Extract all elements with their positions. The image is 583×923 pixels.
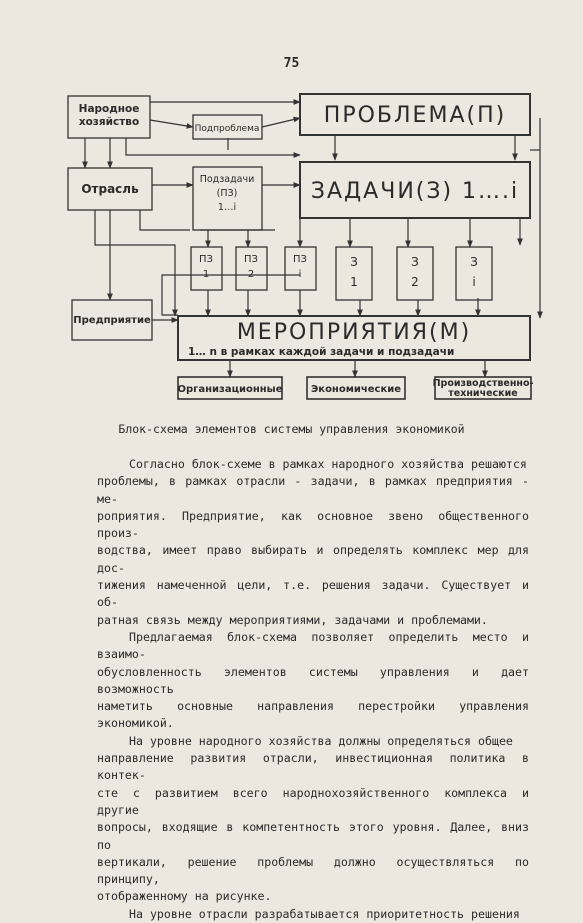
diagram-label-problema: ПРОБЛЕМА(П) (323, 103, 507, 128)
diagram-label-meropriyatiya-sub: 1… n в рамках каждой задачи и подзадачи (188, 346, 455, 358)
diagram-label-org: Организационные (177, 384, 283, 395)
diagram-label-predpriyatie: Предприятие (73, 315, 151, 326)
diagram-label-proizv: Производственно-технические (432, 378, 534, 399)
diagram-label-pz1: ПЗ 1 (199, 254, 213, 280)
diagram-label-otrasl: Отрасль (81, 182, 139, 196)
diagram-labels (73, 103, 533, 399)
diagram-label-z1: З 1 (350, 255, 358, 289)
connector-line (262, 118, 300, 127)
diagram-label-podzadachi: Подзадачи (ПЗ) 1…i (199, 174, 255, 213)
paragraph: На уровне народного хозяйства должны определяться общее направление развития отрасли, инвестиционная политика в контек- сте с развитием всего народнохозяйственного комплекса и другие вопросы, входящие в компетентность этого уровня. Далее, вниз по вертикали, решение проблемы должно осуществляться по принципу, отображенному на рисунке. (97, 733, 529, 904)
diagram-label-zadachi: ЗАДАЧИ(З) 1….i (310, 179, 520, 204)
connector-line (140, 210, 190, 230)
diagram-label-podproblema: Подпроблема (194, 124, 260, 134)
paragraph: На уровне отрасли разрабатывается приоритетность решения (129, 906, 520, 921)
page-number: 75 (283, 56, 300, 71)
diagram-label-z2: З 2 (411, 255, 419, 289)
diagram-label-econ: Экономические (310, 384, 402, 395)
diagram-label-pz2: ПЗ 2 (244, 254, 258, 280)
diagram-label-zi: З i (470, 255, 478, 289)
paragraph: Предлагаемая блок-схема позволяет определить место и взаимо- обусловленность элементов системы управления и дает возможность наметить основные направления перестройки управления экономикой. (97, 629, 529, 731)
connector-line (162, 275, 300, 315)
figure-caption: Блок-схема элементов системы управления экономикой (118, 422, 465, 436)
diagram-label-meropriyatiya: МЕРОПРИЯТИЯ(М) (236, 320, 472, 345)
connector-line (150, 120, 193, 127)
paragraph: Согласно блок-схеме в рамках народного хозяйства решаются проблемы, в рамках отрасли - задачи, в рамках предприятия - ме- роприятия. Предприятие, как основное звено общественного произ- водства, имеет право выбирать и определять комплекс мер для дос- тижения намеченной цели, т.е. решения задачи. Существует и об- ратная связь между мероприятиями, задачами и проблемами. (97, 457, 529, 627)
diagram-label-pzi: ПЗ i (293, 254, 307, 280)
connector-line (126, 138, 300, 155)
block-diagram (0, 0, 583, 415)
body-text (97, 456, 529, 923)
diagram-label-narodnoe: Народное хозяйство (78, 103, 140, 128)
